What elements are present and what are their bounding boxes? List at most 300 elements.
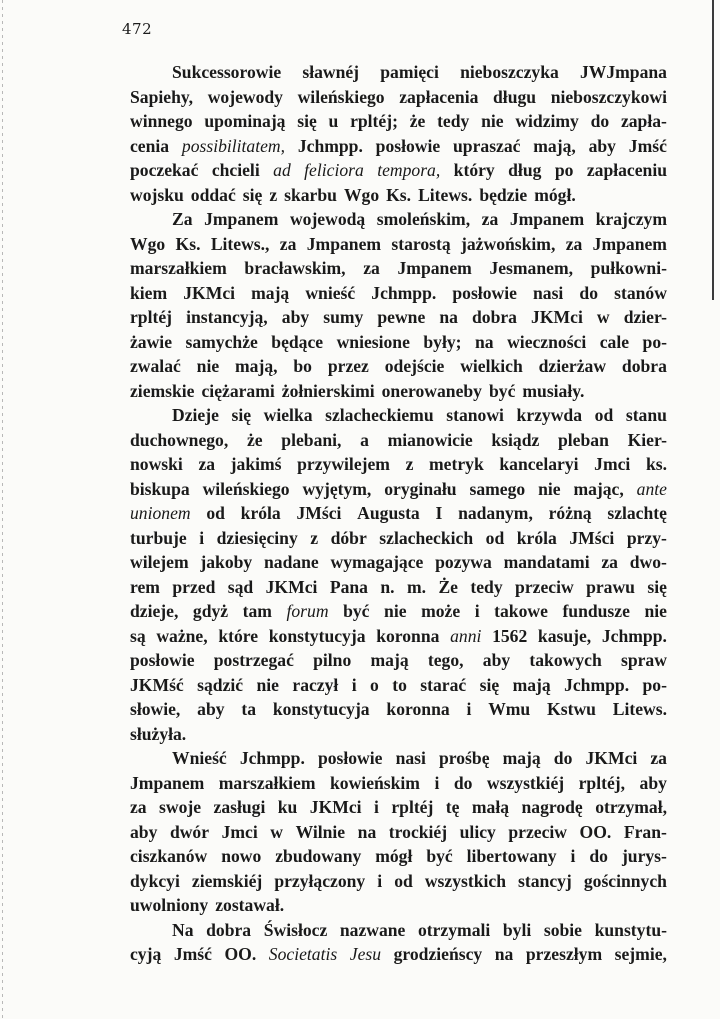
word: koronna xyxy=(386,699,450,719)
word: samego xyxy=(469,478,526,499)
word: różną xyxy=(548,503,592,523)
text-line xyxy=(130,624,667,649)
word: Jmpanem xyxy=(397,258,472,278)
word: Wgo xyxy=(343,184,380,205)
word: biskupa xyxy=(130,478,190,499)
word: po xyxy=(554,160,574,180)
word: u xyxy=(328,111,339,131)
word: Kier- xyxy=(627,429,667,450)
word: i xyxy=(466,699,472,719)
word: wyjętym, xyxy=(302,478,372,499)
word: szlacheckiemu xyxy=(325,405,434,425)
word: sąd xyxy=(227,576,254,597)
word: na xyxy=(439,307,458,327)
word: tę xyxy=(445,797,460,817)
word: i xyxy=(377,870,383,891)
word: od xyxy=(594,405,614,425)
word: sobie xyxy=(543,919,582,940)
text-line xyxy=(130,942,667,967)
word: dobra xyxy=(206,919,252,940)
word: Wmu xyxy=(488,699,531,719)
text-line xyxy=(130,60,667,85)
word: o xyxy=(370,674,379,695)
word: za xyxy=(601,552,618,572)
word: że xyxy=(246,429,263,450)
word: wieczności xyxy=(507,331,587,352)
word: JKMci xyxy=(309,797,362,817)
word: Jchmpp. xyxy=(564,674,630,695)
word: pułkowni- xyxy=(590,258,667,278)
word: konstytucyja xyxy=(268,625,366,646)
word: trockiéj xyxy=(388,821,448,842)
word: i xyxy=(351,674,357,695)
word: w xyxy=(270,821,284,842)
word: byli xyxy=(502,919,532,940)
word: do xyxy=(590,111,610,131)
word: Świsłocz xyxy=(263,919,328,940)
word: JMści xyxy=(296,503,342,523)
word: 1562 xyxy=(492,625,528,646)
word: jakoby xyxy=(200,552,253,572)
word: wilejem xyxy=(130,552,189,572)
text-line xyxy=(130,256,667,281)
word: nowo xyxy=(221,846,262,866)
word: nasi xyxy=(533,282,564,303)
word: uwolniony xyxy=(130,895,209,915)
word: z xyxy=(269,184,278,205)
word: od xyxy=(206,503,225,523)
word: rpltéj, xyxy=(578,772,626,793)
word: który xyxy=(453,160,495,180)
word: kowieńskim xyxy=(330,772,420,793)
word: Za xyxy=(172,209,193,229)
word: mógł. xyxy=(534,184,576,205)
word: Litews., xyxy=(210,233,270,254)
word: metryk xyxy=(429,454,484,474)
word: OO. xyxy=(224,944,257,964)
word: stanów xyxy=(614,282,667,303)
word: Jmść xyxy=(628,135,667,156)
word: sławnéj xyxy=(302,62,360,82)
word: upraszać xyxy=(453,135,521,156)
word: dobra xyxy=(621,356,667,376)
word: Wgo xyxy=(130,233,166,254)
word: króla xyxy=(240,503,281,523)
word: aby xyxy=(639,772,667,793)
word: wojewody xyxy=(207,86,283,107)
word: marszałkiem xyxy=(218,772,316,793)
word: Jchmpp. xyxy=(371,282,437,303)
word: się xyxy=(479,674,500,695)
word: długu xyxy=(493,86,537,107)
scan-page-edge xyxy=(712,0,714,300)
word: z xyxy=(405,454,414,474)
word: króla xyxy=(516,527,557,548)
word: pozywa xyxy=(435,552,492,572)
word: zostawał. xyxy=(215,895,285,915)
word: kasuje, xyxy=(537,625,592,646)
word: za xyxy=(279,233,297,254)
word: zbudowany xyxy=(275,846,362,866)
text-line xyxy=(130,722,667,747)
text-line xyxy=(130,207,667,232)
text-line xyxy=(130,354,667,379)
word: mianowicie xyxy=(387,429,473,450)
word: Dzieje xyxy=(172,405,219,425)
text-line xyxy=(130,452,667,477)
word: JKMci xyxy=(265,576,318,597)
word: Jesmanem, xyxy=(489,258,574,278)
word: odejście xyxy=(384,356,445,376)
word: ciężarami xyxy=(201,380,275,401)
word: kancelaryi xyxy=(499,454,579,474)
text-line xyxy=(130,869,667,894)
text-line xyxy=(130,477,667,502)
text-line xyxy=(130,893,667,918)
word: tedy xyxy=(470,576,503,597)
word: jażwońskim, xyxy=(461,233,556,254)
word: Fran- xyxy=(623,821,667,842)
word: JWJmpana xyxy=(579,62,667,82)
word: posłowie xyxy=(130,650,195,670)
text-line xyxy=(130,844,667,869)
text-line xyxy=(130,648,667,673)
word: onerowaneby xyxy=(381,380,482,401)
word: chcieli xyxy=(211,160,260,180)
word: JKMci xyxy=(531,307,583,327)
word: nie xyxy=(384,601,407,621)
word: i xyxy=(199,527,205,548)
word: starostą xyxy=(391,233,451,254)
word: od xyxy=(394,870,413,891)
word: tego, xyxy=(427,650,464,670)
word: mają, xyxy=(533,135,576,156)
text-line xyxy=(130,183,667,208)
word: do xyxy=(579,282,599,303)
text-line xyxy=(130,820,667,845)
word: rpltéj xyxy=(130,307,173,327)
word: mają, xyxy=(235,356,278,376)
word: Jmpanem xyxy=(130,772,205,793)
word: Jmci xyxy=(594,454,631,474)
word: wojsku xyxy=(130,184,184,205)
word: bracławskim, xyxy=(244,258,346,278)
word: aby xyxy=(482,650,511,670)
word: cyją xyxy=(130,944,162,964)
word: instancyją, xyxy=(186,307,268,327)
word: nie xyxy=(481,111,504,131)
word: JMści xyxy=(569,527,615,548)
word: kunstytu- xyxy=(594,919,667,940)
word: takowych xyxy=(529,650,602,670)
word: stanu xyxy=(625,405,667,425)
word: się xyxy=(231,405,252,425)
word: zasługi xyxy=(213,797,266,817)
word: ta xyxy=(241,699,257,719)
word: sądzić xyxy=(197,674,244,695)
word: Litews. xyxy=(418,184,473,205)
word: do xyxy=(589,846,608,866)
word: być xyxy=(488,380,516,401)
word: JKMci xyxy=(183,282,236,303)
word: JKMci xyxy=(585,748,638,768)
word: ciszkanów xyxy=(130,846,208,866)
word: przy- xyxy=(626,527,667,548)
word: plebani, xyxy=(281,429,342,450)
word: dziesięciny xyxy=(216,527,298,548)
word: bo xyxy=(293,356,312,376)
word: mają xyxy=(502,748,541,768)
word: raczył xyxy=(292,674,339,695)
word: i xyxy=(374,797,379,817)
word: w xyxy=(596,307,610,327)
word: wszystkiéj xyxy=(486,772,565,793)
word: winnego xyxy=(130,111,193,131)
text-line xyxy=(130,501,667,526)
word: Wilnie xyxy=(295,821,346,842)
word: mandatami xyxy=(503,552,590,572)
word: libertowany xyxy=(466,846,557,866)
word: przeciw xyxy=(515,576,574,597)
word: posłowie xyxy=(317,748,383,768)
text-line xyxy=(130,109,667,134)
word: JKMść xyxy=(130,674,184,695)
word: wojewodą xyxy=(289,209,366,229)
word: za xyxy=(481,209,499,229)
word: swoje xyxy=(159,797,202,817)
word: jakimś xyxy=(230,454,282,474)
word: dykcyi xyxy=(130,870,180,891)
word: się xyxy=(647,576,667,597)
word: I xyxy=(435,503,443,523)
word: nieboszczyka xyxy=(460,62,559,82)
word: krajczym xyxy=(595,209,667,229)
word: dóbr xyxy=(330,527,367,548)
word: widzimy xyxy=(515,111,579,131)
word: m. xyxy=(406,576,427,597)
word: cale xyxy=(599,331,630,352)
word: stancyj xyxy=(518,870,572,891)
word: sumy xyxy=(323,307,364,327)
word: Jchmpp. xyxy=(601,625,667,646)
word: Societatis xyxy=(268,944,338,964)
word: skarbu xyxy=(284,184,337,205)
word: przywilejem xyxy=(297,454,390,474)
word: być xyxy=(426,846,453,866)
word: Jmpanem xyxy=(509,209,585,229)
text-line xyxy=(130,403,667,428)
word: które xyxy=(218,625,259,646)
scan-binding-edge xyxy=(2,0,3,1019)
word: ante xyxy=(636,478,667,499)
word: tempora, xyxy=(377,160,441,180)
word: konstytucyja xyxy=(272,699,370,719)
word: ulicy xyxy=(459,821,496,842)
word: possibilitatem, xyxy=(181,135,286,156)
word: rpltéj; xyxy=(350,111,398,131)
word: zwalać xyxy=(130,356,181,376)
word: pamięci xyxy=(380,62,439,82)
word: musiały. xyxy=(522,380,585,401)
word: mając, xyxy=(573,478,624,499)
word: to xyxy=(392,674,407,695)
word: turbuje xyxy=(130,527,187,548)
word: i xyxy=(570,846,576,866)
word: mają xyxy=(251,282,290,303)
word: nasi xyxy=(395,748,426,768)
word: fundusze xyxy=(562,601,630,621)
word: za xyxy=(130,797,147,817)
word: gościnnych xyxy=(583,870,667,891)
word: mają xyxy=(512,674,551,695)
word: spraw xyxy=(620,650,667,670)
word: będące xyxy=(271,331,324,352)
word: Że xyxy=(438,576,458,597)
word: Jmść xyxy=(173,944,212,964)
word: żawie xyxy=(130,331,173,352)
word: rpltéj xyxy=(391,797,434,817)
word: nowski xyxy=(130,454,183,474)
word: otrzymał, xyxy=(595,797,667,817)
word: nie xyxy=(644,601,667,621)
word: były; xyxy=(423,331,462,352)
word: żołnierskimi xyxy=(281,380,375,401)
word: i xyxy=(474,601,480,621)
word: forum xyxy=(286,601,329,621)
word: marszałkiem xyxy=(130,258,227,278)
word: ks. xyxy=(645,454,667,474)
word: na xyxy=(494,944,514,964)
text-line xyxy=(130,575,667,600)
word: po- xyxy=(642,674,667,695)
text-line xyxy=(130,330,667,355)
word: wymagające xyxy=(330,552,424,572)
word: aby xyxy=(281,307,310,327)
word: sejmie, xyxy=(614,944,667,964)
word: ku xyxy=(277,797,298,817)
word: za xyxy=(565,233,583,254)
word: Kstwu xyxy=(547,699,596,719)
word: upominają xyxy=(204,111,286,131)
word: pewne xyxy=(377,307,426,327)
word: cenia xyxy=(130,135,170,156)
word: się xyxy=(297,111,317,131)
text-line xyxy=(130,550,667,575)
word: dzieje, xyxy=(130,601,179,621)
word: postrzegać xyxy=(213,650,294,670)
word: będzie xyxy=(479,184,528,205)
word: anni xyxy=(450,625,482,646)
word: przeciw xyxy=(508,821,567,842)
word: tam xyxy=(242,601,272,621)
word: aby xyxy=(588,135,616,156)
text-line xyxy=(130,134,667,159)
word: Sukcessorowie xyxy=(172,62,282,82)
text-line xyxy=(130,526,667,551)
word: Jesu xyxy=(349,944,382,964)
word: do xyxy=(453,772,473,793)
word: unionem xyxy=(130,503,191,523)
word: na xyxy=(475,331,494,352)
word: oryginału xyxy=(384,478,457,499)
word: Ks. xyxy=(386,184,412,205)
word: wileńskiego xyxy=(297,86,385,107)
word: i xyxy=(434,772,440,793)
word: na xyxy=(357,821,377,842)
word: nieboszczykowi xyxy=(550,86,667,107)
word: ziemskie xyxy=(130,380,195,401)
word: za xyxy=(198,454,216,474)
word: wnieść xyxy=(305,282,356,303)
word: rem xyxy=(130,576,160,597)
text-line xyxy=(130,232,667,257)
word: dobra xyxy=(472,307,517,327)
word: smoleńskim, xyxy=(376,209,471,229)
word: może xyxy=(421,601,461,621)
word: koronna xyxy=(376,625,440,646)
text-line xyxy=(130,85,667,110)
page-number: 472 xyxy=(122,20,153,38)
word: ad xyxy=(273,160,291,180)
word: nadanym, xyxy=(458,503,533,523)
word: samychże xyxy=(185,331,258,352)
word: Ks. xyxy=(175,233,201,254)
word: do xyxy=(553,748,573,768)
word: dzierżaw xyxy=(538,356,607,376)
word: pilno xyxy=(313,650,352,670)
word: przeszłym xyxy=(525,944,603,964)
word: Jmpanem xyxy=(204,209,279,229)
word: prośbę xyxy=(438,748,490,768)
word: OO. xyxy=(579,821,612,842)
word: aby xyxy=(130,821,158,842)
word: zapła- xyxy=(620,111,667,131)
text-line xyxy=(130,771,667,796)
word: Pana xyxy=(329,576,368,597)
word: być xyxy=(343,601,370,621)
word: Augusta xyxy=(357,503,420,523)
word: nie xyxy=(538,478,561,499)
word: po- xyxy=(642,331,667,352)
word: Jmpanem xyxy=(592,233,667,254)
word: nadane xyxy=(263,552,319,572)
word: mógł xyxy=(375,846,413,866)
word: małą xyxy=(471,797,510,817)
word: szlacheckich xyxy=(379,527,474,548)
word: ksiądz xyxy=(491,429,540,450)
word: Na xyxy=(172,919,194,940)
text-line xyxy=(130,281,667,306)
word: że xyxy=(409,111,426,131)
word: jurys- xyxy=(621,846,667,866)
word: posłowie xyxy=(452,282,517,303)
word: Jchmpp. xyxy=(239,748,305,768)
word: Jchmpp. xyxy=(297,135,363,156)
word: zapłacenia xyxy=(399,86,479,107)
word: nagrodę xyxy=(521,797,583,817)
word: się xyxy=(242,184,263,205)
text-line xyxy=(130,918,667,943)
text-line xyxy=(130,305,667,330)
word: z xyxy=(310,527,319,548)
body-text xyxy=(130,60,667,967)
word: feliciora xyxy=(304,160,364,180)
word: pleban xyxy=(558,429,609,450)
word: n. xyxy=(380,576,395,597)
word: Wnieść xyxy=(172,748,227,768)
word: a xyxy=(360,429,369,450)
word: grodzieńscy xyxy=(393,944,483,964)
